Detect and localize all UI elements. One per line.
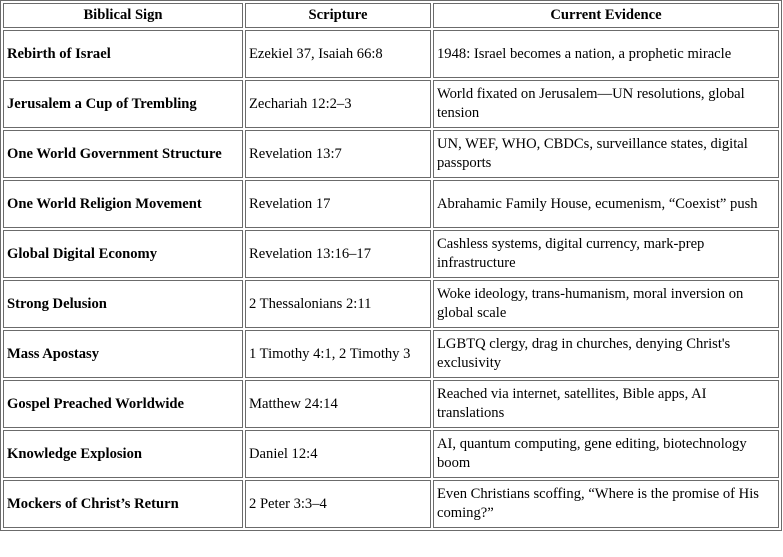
- scripture-cell: 1 Timothy 4:1, 2 Timothy 3: [245, 330, 431, 378]
- sign-cell: Jerusalem a Cup of Trembling: [3, 80, 243, 128]
- table-row: [3, 80, 779, 128]
- sign-cell: One World Religion Movement: [3, 180, 243, 228]
- table-header-row: [3, 3, 779, 28]
- evidence-cell: 1948: Israel becomes a nation, a prophetic miracle: [433, 30, 779, 78]
- evidence-cell: LGBTQ clergy, drag in churches, denying Christ's exclusivity: [433, 330, 779, 378]
- sign-cell: Knowledge Explosion: [3, 430, 243, 478]
- scripture-cell: Matthew 24:14: [245, 380, 431, 428]
- sign-cell: Rebirth of Israel: [3, 30, 243, 78]
- evidence-cell: Even Christians scoffing, “Where is the promise of His coming?”: [433, 480, 779, 528]
- scripture-cell: Zechariah 12:2–3: [245, 80, 431, 128]
- scripture-cell: Revelation 13:7: [245, 130, 431, 178]
- header-biblical-sign: Biblical Sign: [3, 3, 243, 28]
- evidence-cell: AI, quantum computing, gene editing, biotechnology boom: [433, 430, 779, 478]
- table-row: [3, 180, 779, 228]
- table-row: [3, 230, 779, 278]
- scripture-cell: 2 Peter 3:3–4: [245, 480, 431, 528]
- table-row: [3, 130, 779, 178]
- table-row: [3, 280, 779, 328]
- sign-cell: Gospel Preached Worldwide: [3, 380, 243, 428]
- evidence-cell: World fixated on Jerusalem—UN resolutions, global tension: [433, 80, 779, 128]
- scripture-cell: Revelation 17: [245, 180, 431, 228]
- evidence-cell: Reached via internet, satellites, Bible apps, AI translations: [433, 380, 779, 428]
- sign-cell: Global Digital Economy: [3, 230, 243, 278]
- sign-cell: One World Government Structure: [3, 130, 243, 178]
- scripture-cell: Revelation 13:16–17: [245, 230, 431, 278]
- scripture-cell: 2 Thessalonians 2:11: [245, 280, 431, 328]
- header-scripture: Scripture: [245, 3, 431, 28]
- table-row: [3, 330, 779, 378]
- evidence-cell: Woke ideology, trans-humanism, moral inversion on global scale: [433, 280, 779, 328]
- header-current-evidence: Current Evidence: [433, 3, 779, 28]
- table-row: [3, 30, 779, 78]
- table-row: [3, 380, 779, 428]
- evidence-cell: Cashless systems, digital currency, mark-prep infrastructure: [433, 230, 779, 278]
- table-row: [3, 430, 779, 478]
- sign-cell: Mass Apostasy: [3, 330, 243, 378]
- evidence-cell: Abrahamic Family House, ecumenism, “Coexist” push: [433, 180, 779, 228]
- scripture-cell: Daniel 12:4: [245, 430, 431, 478]
- evidence-cell: UN, WEF, WHO, CBDCs, surveillance states, digital passports: [433, 130, 779, 178]
- table-row: [3, 480, 779, 528]
- sign-cell: Strong Delusion: [3, 280, 243, 328]
- scripture-cell: Ezekiel 37, Isaiah 66:8: [245, 30, 431, 78]
- sign-cell: Mockers of Christ’s Return: [3, 480, 243, 528]
